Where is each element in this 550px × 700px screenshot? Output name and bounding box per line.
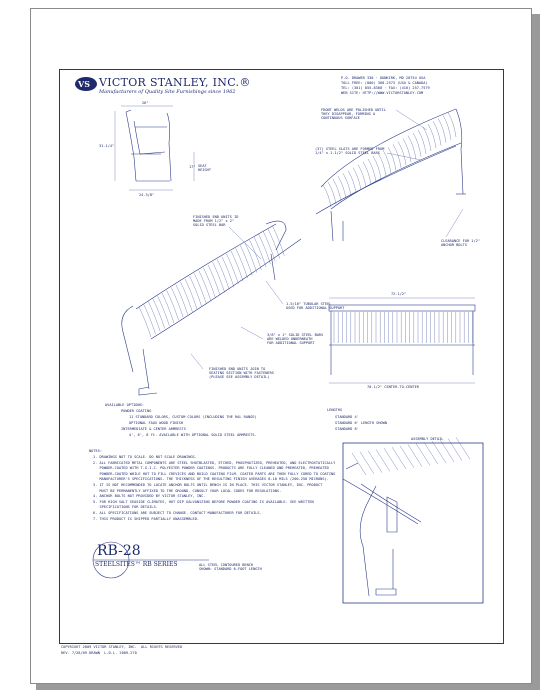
note-line: 2. ALL FABRICATED METAL COMPONENTS ARE STEEL SHOTBLASTED, ETCHED, PHOSPHATIZED, PREHEATED, AND ELECTROSTATICALLY xyxy=(93,460,336,465)
drawing-linework xyxy=(31,9,533,685)
slats-large xyxy=(139,226,284,337)
slat-line xyxy=(368,451,382,473)
slat-line xyxy=(185,279,197,309)
slat-line xyxy=(263,231,275,261)
slat-line xyxy=(208,265,220,295)
slat-line xyxy=(413,133,421,157)
slat-line xyxy=(416,443,430,465)
note-line: POWDER-COATED WITH T.G.I.C. POLYESTER POWDER COATINGS. PRODUCTS ARE FULLY CLEANED AND PREHEATED, PREHEATED xyxy=(93,466,329,471)
drawing-sheet xyxy=(30,8,532,684)
option-4: INTERMEDIATE & CENTER ARMRESTS xyxy=(121,427,186,431)
slat-line xyxy=(352,453,366,475)
slat-line xyxy=(194,273,206,303)
slat-line xyxy=(222,257,234,287)
footer-copyright: COPYRIGHT 2009 VICTOR STANLEY, INC. ALL RIGHTS RESERVED xyxy=(61,645,183,649)
note-line: 3. IT IS NOT RECOMMENDED TO LOCATE ANCHOR BOLTS UNTIL BENCH IS IN PLACE. THIS VICTOR STANLEY, INC. PRODUCT xyxy=(93,483,323,487)
slat-line xyxy=(254,237,266,267)
slat-line xyxy=(259,234,271,264)
slat-line xyxy=(180,282,192,312)
callout-end-units: FINISHED END UNITS ID MADE FROM 1/2" x 2" SOLID STEEL BAR xyxy=(193,215,239,228)
note-line: 6. ALL SPECIFICATIONS ARE SUBJECT TO CHANGE. CONTACT MANUFACTURER FOR DETAILS. xyxy=(93,511,262,515)
slats-small xyxy=(323,113,456,208)
slat-line xyxy=(376,449,390,471)
dim-height: 31-1/4" xyxy=(99,144,115,148)
slat-line xyxy=(392,447,406,469)
slat-line xyxy=(378,153,386,176)
dim-overall-length: 72-1/2" xyxy=(391,292,407,296)
lengths-header: LENGTHS xyxy=(327,408,343,412)
options-header: AVAILABLE OPTIONS: xyxy=(105,403,144,407)
callout-solid-bars: 3/8" x 1" SOLID STEEL BARS ARE WELDED UNDERNEATH FOR ADDITIONAL SUPPORT xyxy=(267,333,324,346)
slat-line xyxy=(353,168,361,191)
logo-mark xyxy=(75,77,97,91)
company-name: VICTOR STANLEY, INC.® xyxy=(99,76,251,89)
slat-line xyxy=(363,162,371,185)
note-line: MANUFACTURER'S SPECIFICATIONS. THE THICKNESS OF THE RESULTING FINISH AVERAGES 8-10 MILS (200-250 MICRONS). xyxy=(93,477,329,482)
slat-line xyxy=(203,268,215,298)
model-number: RB-28 xyxy=(97,543,141,559)
note-line: MUST BE PERMANENTLY AFFIXED TO THE GROUND. CONSULT YOUR LOCAL CODES FOR REGULATIONS. xyxy=(93,488,282,493)
contact-line-2: TOLL FREE: (800) 368-2573 (USA & CANADA) xyxy=(341,81,428,85)
callout-assembly-detail: ASSEMBLY DETAIL xyxy=(411,437,444,441)
notes-header: NOTES: xyxy=(89,449,102,453)
slat-line xyxy=(358,165,366,188)
length-3: STANDARD 8' xyxy=(335,427,359,431)
dim-top-width: 26" xyxy=(142,101,149,105)
slat-line xyxy=(226,254,238,284)
company-tagline: Manufacturers of Quality Site Furnishings since 1962 xyxy=(99,89,236,95)
slat-line xyxy=(393,144,401,167)
option-1: POWDER COATING xyxy=(121,409,152,413)
slat-line xyxy=(428,124,436,148)
slat-line xyxy=(423,127,431,151)
callout-clearance: CLEARANCE FOR 1/2" ANCHOR BOLTS xyxy=(441,239,480,248)
dim-seat-label: SEAT HEIGHT xyxy=(198,164,211,173)
dim-base-width: 24-3/8" xyxy=(139,193,155,197)
slat-line xyxy=(388,147,396,170)
slat-line xyxy=(240,245,252,275)
slat-line xyxy=(153,299,165,329)
slat-line xyxy=(167,290,179,320)
slat-line xyxy=(343,173,351,195)
option-2: 11 STANDARD COLORS, CUSTOM COLORS (INCLUDING THE RAL RANGE) xyxy=(129,415,257,419)
slat-line xyxy=(368,159,376,182)
length-2: STANDARD 6' LENGTH SHOWN xyxy=(335,421,387,425)
length-1: STANDARD 4' xyxy=(335,415,359,419)
slat-line xyxy=(456,437,470,459)
slat-line xyxy=(213,262,225,292)
slat-line xyxy=(139,307,151,337)
callout-tubular-steel: 1-5/16" TUBULAR STEEL USED FOR ADDITIONAL SUPPORT xyxy=(286,302,345,311)
callout-front-welds: FRONT WELDS ARE POLISHED UNTIL THEY DISAPPEAR, FORMING A CONTINUOUS SURFACE xyxy=(321,108,386,121)
assembly-detail xyxy=(343,443,483,603)
slat-line xyxy=(176,285,188,315)
model-description: ALL STEEL CONTOURED BENCH SHOWN: STANDARD 6-FOOT LENGTH xyxy=(199,563,262,572)
slat-line xyxy=(408,136,416,160)
slat-line xyxy=(443,115,451,139)
slat-line xyxy=(398,142,406,166)
callout-steel-slats: (37) STEEL SLATS ARE FORMED FROM 1/4" x 1-1/2" SOLID STEEL BARS xyxy=(315,147,385,156)
slat-line xyxy=(403,139,411,163)
slat-line xyxy=(408,445,422,467)
note-line: POWDER-COATED WHILE HOT TO FILL CREVICES AND BUILD COATING FILM. COATED PARTS ARE THEN FULLY CURED TO COATING xyxy=(93,471,336,476)
slat-line xyxy=(323,185,331,207)
callout-join: FINISHED END UNITS JOIN TO SEATING SECTION WITH FASTENERS (PLEASE SEE ASSEMBLY DETAIL) xyxy=(209,367,274,380)
slat-line xyxy=(373,156,381,179)
side-view-dimension-lines xyxy=(115,106,194,190)
slat-line xyxy=(448,113,456,138)
perspective-view-small xyxy=(316,109,466,241)
slat-line xyxy=(190,276,202,306)
slat-line xyxy=(171,287,183,317)
front-pickets xyxy=(334,312,473,343)
slat-line xyxy=(236,248,248,278)
slat-line xyxy=(144,304,156,334)
slat-line xyxy=(333,179,341,201)
slat-line xyxy=(157,296,169,326)
slat-line xyxy=(338,176,346,198)
slat-line xyxy=(268,229,280,259)
logo-letters: VS xyxy=(78,79,90,89)
slat-line xyxy=(400,446,414,468)
slat-line xyxy=(448,439,462,461)
option-3: OPTIONAL FAUX WOOD FINISH xyxy=(129,421,184,425)
contact-line-4: WEB SITE: HTTP://WWW.VICTORSTANLEY.COM xyxy=(341,91,424,95)
slat-line xyxy=(328,182,336,204)
slat-line xyxy=(360,452,374,474)
option-5: 4', 6', 8 ft. AVAILABLE WITH OPTIONAL SOLID STEEL ARMRESTS. xyxy=(129,433,257,437)
slat-line xyxy=(245,243,257,273)
model-series: STEELSITES™ RB SERIES xyxy=(95,561,178,568)
slat-line xyxy=(348,171,356,194)
note-line: SPECIFICATIONS FOR DETAILS. xyxy=(93,505,158,510)
footer-revision: REV. 7/28/09 DRAWN L.D.L. 2009-270 xyxy=(61,651,137,655)
slat-line xyxy=(432,441,446,463)
slat-line xyxy=(199,271,211,301)
slat-line xyxy=(231,251,243,281)
slat-line xyxy=(162,293,174,323)
slat-line xyxy=(217,259,229,289)
note-line: 5. FOR HIGH SALT SEASIDE CLIMATES, HOT DIP GALVANIZING BEFORE POWDER COATING IS AVAILABLE. SEE WRITTEN xyxy=(93,499,314,504)
slat-line xyxy=(438,118,446,142)
contact-line-3: TEL: (301) 855-8300 · FAX: (410) 257-7579 xyxy=(341,86,430,90)
slat-line xyxy=(418,130,426,154)
dim-center-to-center: 70-1/2" CENTER-TO-CENTER xyxy=(367,385,419,389)
side-view-bench xyxy=(126,110,171,181)
note-line: 4. ANCHOR BOLTS NOT PROVIDED BY VICTOR STANLEY, INC. xyxy=(93,494,206,499)
note-line: 7. THIS PRODUCT IS SHIPPED PARTIALLY UNASSEMBLED. xyxy=(93,516,200,521)
slat-line xyxy=(384,448,398,470)
slat-line xyxy=(433,121,441,145)
dim-seat-value: 17" xyxy=(189,165,196,169)
slat-line xyxy=(272,226,284,256)
slat-line xyxy=(249,240,261,270)
contact-line-1: P.O. DRAWER 330 · DUNKIRK, MD 20754 USA xyxy=(341,76,426,80)
note-line: 1. DRAWINGS NOT TO SCALE. DO NOT SCALE DRAWINGS. xyxy=(93,455,197,459)
slat-line xyxy=(148,301,160,331)
slat-line xyxy=(424,442,438,464)
